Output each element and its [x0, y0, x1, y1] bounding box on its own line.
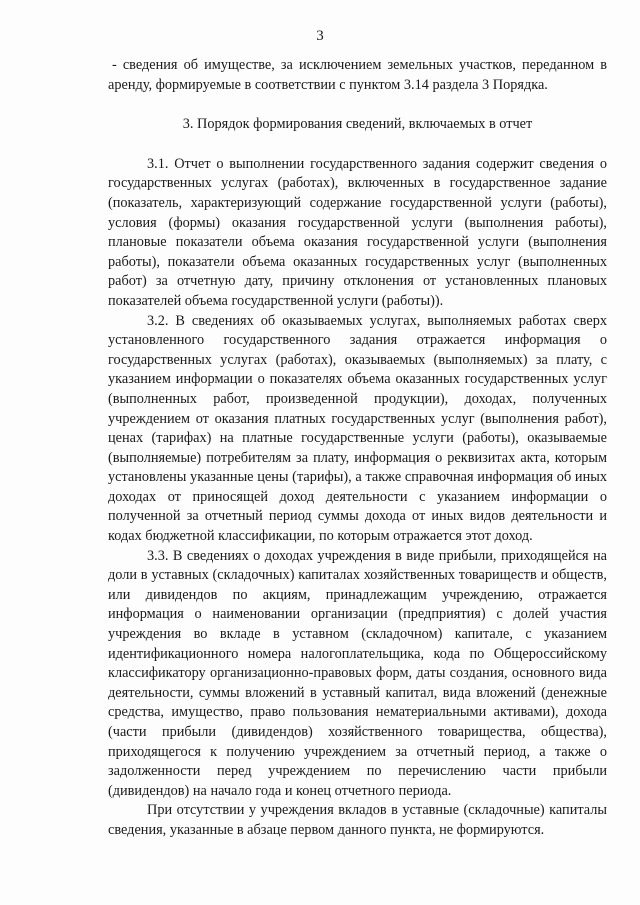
document-body [108, 56, 607, 841]
paragraph-3-3-note: При отсутствии у учреждения вкладов в уставные (складочные) капиталы сведения, указанные в абзаце первом данного пункта, не формируются. [108, 802, 607, 838]
page-number: 3 [316, 28, 324, 44]
paragraph-3-1: 3.1. Отчет о выполнении государственного задания содержит сведения о государственных услугах (работах), включенных в государственное задание (показатель, характеризующий содержание государственной услуги (работы), условия (формы) оказания государственной услуги (выполнения работы), плановые показатели объема оказания государственной услуги (выполнения работы), показатели объема оказанных государственных услуг (выполненных работ) за отчетную дату, причину отклонения от установленных плановых показателей объема государственной услуги (работы)). [108, 155, 607, 309]
paragraph-3-3: 3.3. В сведениях о доходах учреждения в виде прибыли, приходящейся на доли в уставных (складочных) капиталах хозяйственных товариществ и обществ, или дивидендов по акциям, принадлежащим учреждению, отражается информация о наименовании организации (предприятия) с долей участия учреждения во вкладе в уставном (складочном) капитале, с указанием идентификационного номера налогоплательщика, кода по Общероссийскому классификатору организационно-правовых форм, даты создания, основного вида деятельности, суммы вложений в уставный капитал, вида вложений (денежные средства, имущество, право пользования нематериальными активами), дохода (части прибыли (дивидендов) хозяйственного товарищества, общества), приходящегося к получению учреждением за отчетный период, а также о задолженности перед учреждением по перечислению части прибыли (дивидендов) на начало года и конец отчетного периода. [108, 547, 607, 799]
intro-list-item: - сведения об имуществе, за исключением земельных участков, переданном в аренду, формируемые в соответствии с пунктом 3.14 раздела 3 Порядка. [108, 57, 607, 93]
section-heading: 3. Порядок формирования сведений, включаемых в отчет [182, 116, 533, 133]
paragraph-3-2: 3.2. В сведениях об оказываемых услугах, выполняемых работах сверх установленного государственного задания отражается информация о государственных услугах (работах), оказываемых (выполняемых) за плату, с указанием информации о показателях объема оказанных государственных услуг (выполненных работ, произведенной продукции), доходах, полученных учреждением от оказания платных государственных услуг (выполнения работ), ценах (тарифах) на платные государственные услуги (работы), оказываемые (выполняемые) потребителям за плату, информация о реквизитах акта, которым установлены указанные цены (тарифы), а также справочная информация об иных доходах от приносящей доход деятельности с указанием информации о полученной за отчетный период суммы дохода от иных видов деятельности и кодах бюджетной классификации, по которым отражается этот доход. [108, 312, 607, 545]
